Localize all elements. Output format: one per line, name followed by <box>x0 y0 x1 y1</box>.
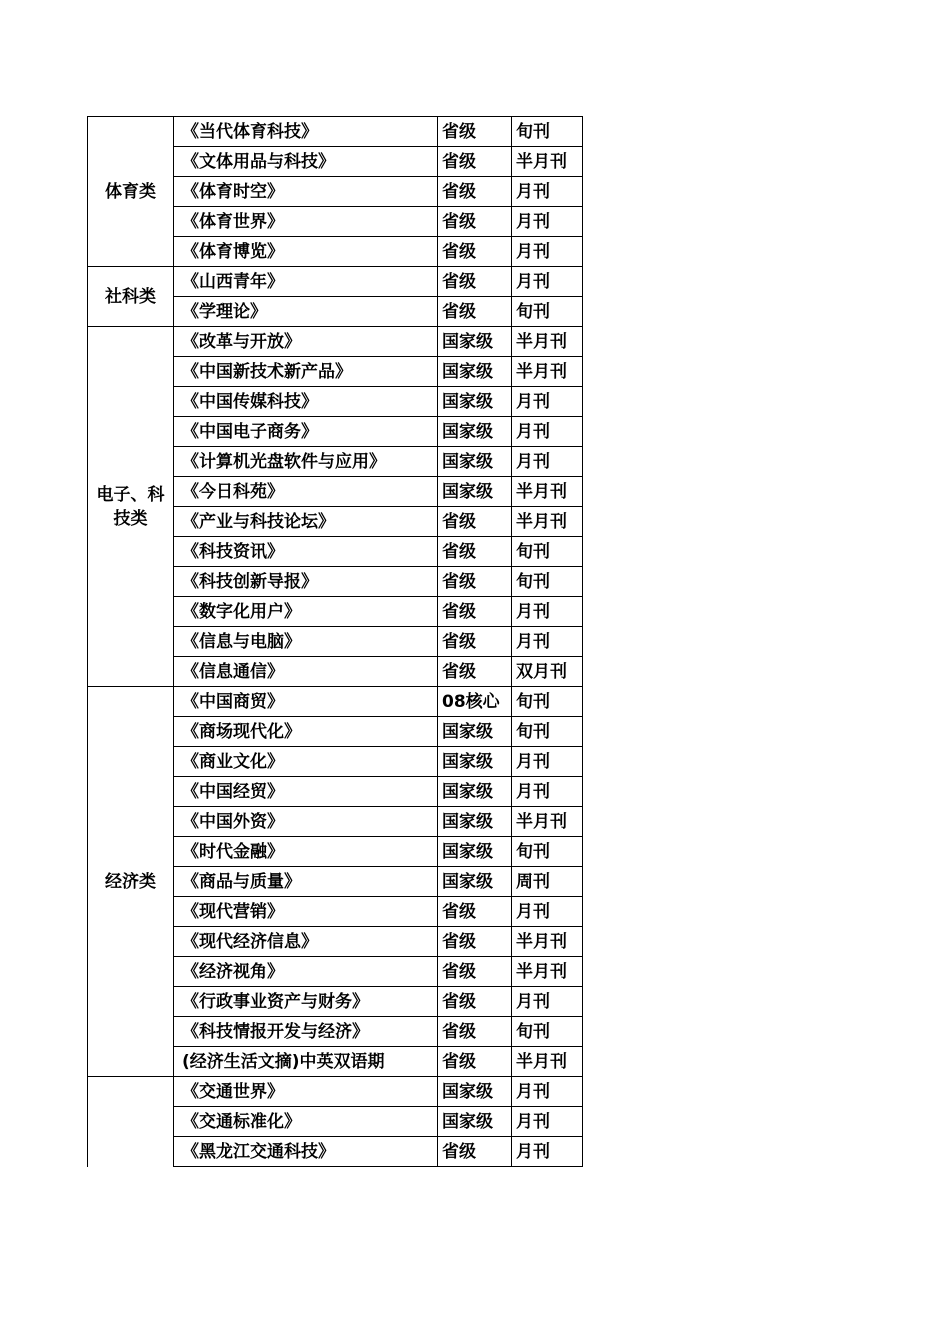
category-cell: 社科类 <box>88 267 174 327</box>
journal-level-cell: 省级 <box>438 957 512 987</box>
journal-name-cell: 《体育世界》 <box>174 207 438 237</box>
journal-level-cell: 省级 <box>438 567 512 597</box>
category-cell <box>88 1077 174 1167</box>
journal-level-cell: 国家级 <box>438 357 512 387</box>
journal-level-cell: 省级 <box>438 987 512 1017</box>
journal-frequency-cell: 旬刊 <box>512 567 583 597</box>
journal-name-cell: 《改革与开放》 <box>174 327 438 357</box>
journal-frequency-cell: 月刊 <box>512 777 583 807</box>
category-cell: 经济类 <box>88 687 174 1077</box>
category-cell: 体育类 <box>88 117 174 267</box>
journal-level-cell: 国家级 <box>438 777 512 807</box>
journal-name-cell: 《信息通信》 <box>174 657 438 687</box>
journal-name-cell: 《数字化用户》 <box>174 597 438 627</box>
journal-frequency-cell: 旬刊 <box>512 1017 583 1047</box>
journal-name-cell: 《山西青年》 <box>174 267 438 297</box>
journal-name-cell: 《今日科苑》 <box>174 477 438 507</box>
journal-level-cell: 国家级 <box>438 747 512 777</box>
journal-frequency-cell: 半月刊 <box>512 957 583 987</box>
journal-name-cell: 《行政事业资产与财务》 <box>174 987 438 1017</box>
journal-name-cell: 《时代金融》 <box>174 837 438 867</box>
journal-frequency-cell: 月刊 <box>512 1077 583 1107</box>
journal-frequency-cell: 月刊 <box>512 267 583 297</box>
journal-name-cell: 《计算机光盘软件与应用》 <box>174 447 438 477</box>
journal-name-cell: 《体育时空》 <box>174 177 438 207</box>
journal-level-cell: 省级 <box>438 597 512 627</box>
journal-name-cell: 《科技创新导报》 <box>174 567 438 597</box>
journal-level-cell: 省级 <box>438 927 512 957</box>
journal-level-cell: 国家级 <box>438 387 512 417</box>
journal-level-cell: 省级 <box>438 1047 512 1077</box>
journal-name-cell: 《交通世界》 <box>174 1077 438 1107</box>
journal-level-cell: 国家级 <box>438 837 512 867</box>
journal-frequency-cell: 月刊 <box>512 897 583 927</box>
journal-level-cell: 08核心 <box>438 687 512 717</box>
journal-level-cell: 省级 <box>438 237 512 267</box>
journal-frequency-cell: 双月刊 <box>512 657 583 687</box>
journal-level-cell: 省级 <box>438 117 512 147</box>
journal-name-cell: 《产业与科技论坛》 <box>174 507 438 537</box>
journal-name-cell: (经济生活文摘)中英双语期 <box>174 1047 438 1077</box>
journal-level-cell: 省级 <box>438 897 512 927</box>
journal-frequency-cell: 月刊 <box>512 177 583 207</box>
journal-frequency-cell: 月刊 <box>512 387 583 417</box>
journal-frequency-cell: 旬刊 <box>512 117 583 147</box>
journal-frequency-cell: 月刊 <box>512 597 583 627</box>
journal-frequency-cell: 月刊 <box>512 627 583 657</box>
journal-level-cell: 省级 <box>438 147 512 177</box>
journal-frequency-cell: 半月刊 <box>512 927 583 957</box>
journal-level-cell: 省级 <box>438 1017 512 1047</box>
journal-frequency-cell: 半月刊 <box>512 357 583 387</box>
journal-name-cell: 《学理论》 <box>174 297 438 327</box>
journal-frequency-cell: 半月刊 <box>512 1047 583 1077</box>
journal-frequency-cell: 周刊 <box>512 867 583 897</box>
journal-name-cell: 《商品与质量》 <box>174 867 438 897</box>
table-row <box>88 687 583 717</box>
table-row <box>88 1077 583 1107</box>
journal-level-cell: 省级 <box>438 267 512 297</box>
journal-table-body <box>88 117 583 1167</box>
journal-frequency-cell: 半月刊 <box>512 807 583 837</box>
journal-frequency-cell: 半月刊 <box>512 507 583 537</box>
journal-frequency-cell: 旬刊 <box>512 717 583 747</box>
journal-name-cell: 《文体用品与科技》 <box>174 147 438 177</box>
journal-level-cell: 国家级 <box>438 807 512 837</box>
journal-frequency-cell: 旬刊 <box>512 687 583 717</box>
journal-name-cell: 《科技资讯》 <box>174 537 438 567</box>
journal-level-cell: 省级 <box>438 537 512 567</box>
journal-name-cell: 《科技情报开发与经济》 <box>174 1017 438 1047</box>
journal-name-cell: 《中国电子商务》 <box>174 417 438 447</box>
journal-level-cell: 省级 <box>438 177 512 207</box>
journal-frequency-cell: 月刊 <box>512 207 583 237</box>
table-row <box>88 117 583 147</box>
table-row <box>88 267 583 297</box>
journal-level-cell: 国家级 <box>438 327 512 357</box>
table-row <box>88 327 583 357</box>
journal-level-cell: 国家级 <box>438 867 512 897</box>
journal-name-cell: 《中国商贸》 <box>174 687 438 717</box>
journal-name-cell: 《中国经贸》 <box>174 777 438 807</box>
journal-frequency-cell: 月刊 <box>512 417 583 447</box>
journal-name-cell: 《交通标准化》 <box>174 1107 438 1137</box>
journal-level-cell: 省级 <box>438 1137 512 1167</box>
journal-name-cell: 《体育博览》 <box>174 237 438 267</box>
journal-name-cell: 《信息与电脑》 <box>174 627 438 657</box>
journal-name-cell: 《现代营销》 <box>174 897 438 927</box>
journal-level-cell: 国家级 <box>438 447 512 477</box>
journal-level-cell: 省级 <box>438 657 512 687</box>
journal-frequency-cell: 月刊 <box>512 747 583 777</box>
journal-name-cell: 《中国传媒科技》 <box>174 387 438 417</box>
journal-frequency-cell: 旬刊 <box>512 537 583 567</box>
journal-level-cell: 省级 <box>438 507 512 537</box>
journal-name-cell: 《黑龙江交通科技》 <box>174 1137 438 1167</box>
journal-name-cell: 《现代经济信息》 <box>174 927 438 957</box>
journal-frequency-cell: 半月刊 <box>512 147 583 177</box>
journal-level-cell: 国家级 <box>438 1077 512 1107</box>
journal-frequency-cell: 月刊 <box>512 447 583 477</box>
journal-frequency-cell: 月刊 <box>512 237 583 267</box>
journal-name-cell: 《中国新技术新产品》 <box>174 357 438 387</box>
journal-frequency-cell: 月刊 <box>512 987 583 1017</box>
journal-name-cell: 《经济视角》 <box>174 957 438 987</box>
category-cell: 电子、科技类 <box>88 327 174 687</box>
journal-level-cell: 省级 <box>438 627 512 657</box>
journal-frequency-cell: 旬刊 <box>512 837 583 867</box>
journal-name-cell: 《商业文化》 <box>174 747 438 777</box>
journal-frequency-cell: 旬刊 <box>512 297 583 327</box>
journal-table <box>87 116 583 1167</box>
journal-level-cell: 国家级 <box>438 717 512 747</box>
journal-level-cell: 省级 <box>438 297 512 327</box>
journal-frequency-cell: 半月刊 <box>512 327 583 357</box>
journal-name-cell: 《商场现代化》 <box>174 717 438 747</box>
journal-level-cell: 国家级 <box>438 417 512 447</box>
journal-name-cell: 《中国外资》 <box>174 807 438 837</box>
journal-name-cell: 《当代体育科技》 <box>174 117 438 147</box>
journal-frequency-cell: 月刊 <box>512 1137 583 1167</box>
journal-frequency-cell: 半月刊 <box>512 477 583 507</box>
journal-level-cell: 国家级 <box>438 477 512 507</box>
journal-level-cell: 国家级 <box>438 1107 512 1137</box>
journal-frequency-cell: 月刊 <box>512 1107 583 1137</box>
journal-level-cell: 省级 <box>438 207 512 237</box>
